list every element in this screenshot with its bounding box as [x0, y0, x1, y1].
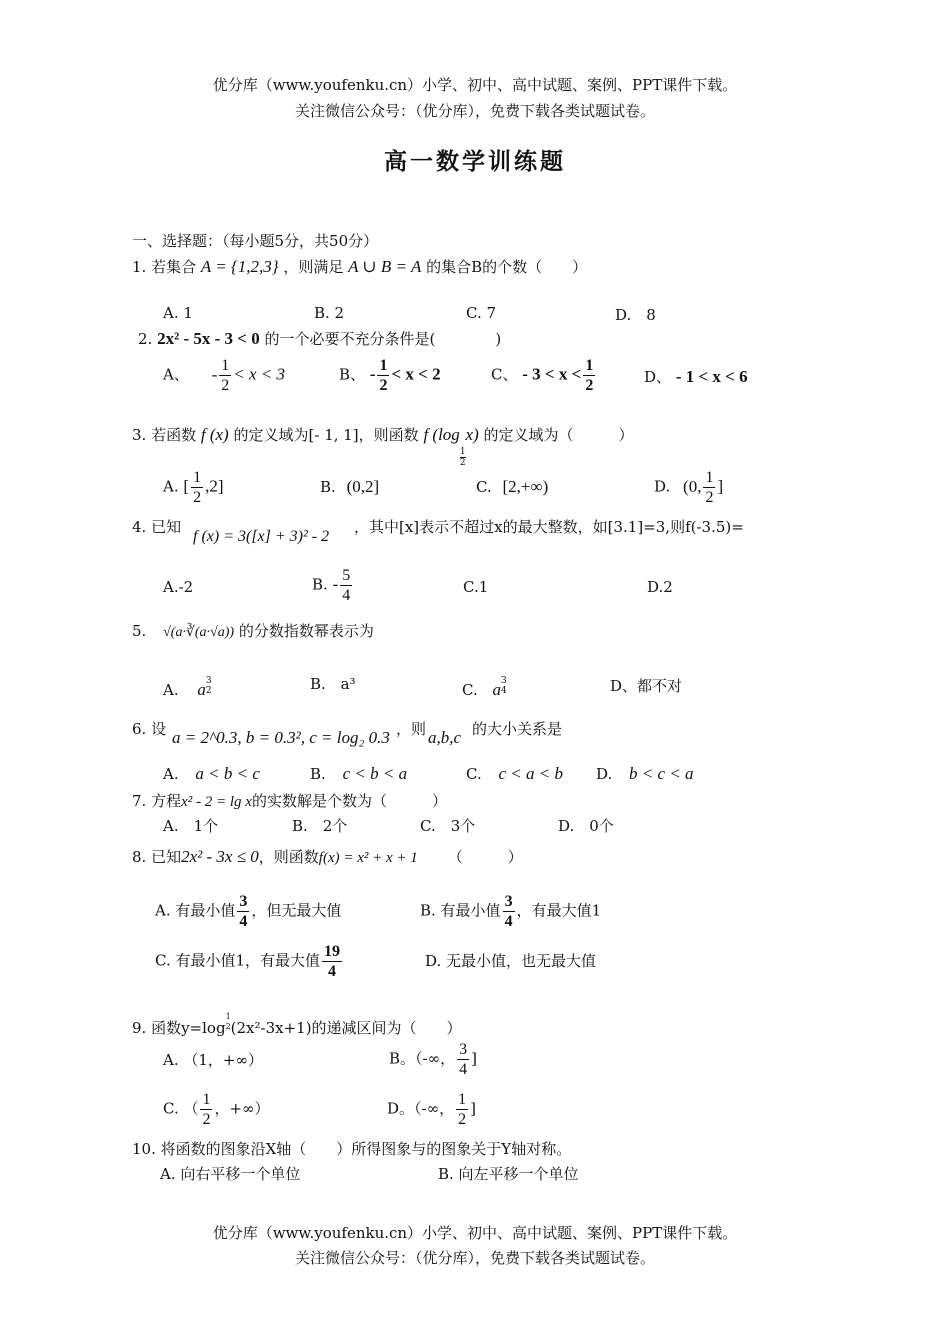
q8-pre: 8. 已知	[132, 848, 182, 866]
q3-mid: 的定义域为[- 1, 1]，则函数	[233, 426, 419, 444]
q3-d-num: 1	[705, 469, 714, 486]
q9-d-fraction	[456, 1090, 468, 1129]
q1-option-a: A. 1	[163, 304, 193, 322]
q5-expr: √(a·∛(a·√a))	[163, 625, 235, 640]
q3-a-pre: [	[183, 476, 190, 496]
q3-b-expr: (0,2]	[346, 477, 380, 496]
q4-post: ，其中[x]表示不超过x的最大整数，如[3.1]=3,则f(-3.5)=	[354, 518, 744, 536]
q9-log-base-num: 1	[225, 1012, 231, 1021]
q2-a-pre: -	[211, 364, 218, 384]
q8-mid: ，则函数	[258, 848, 319, 866]
q3-log-base-den: 2	[459, 458, 466, 468]
q8-b-den: 4	[504, 913, 513, 930]
q6-option-a	[163, 764, 260, 784]
q5-a-exp-num: 3	[205, 676, 212, 686]
q3-a-fraction	[191, 468, 203, 507]
q7-post: 的实数解是个数为（ ）	[251, 792, 447, 810]
q4-b-den: 4	[342, 587, 351, 604]
question-2	[138, 328, 501, 349]
q3-d-fraction	[703, 468, 715, 507]
q2-expr: 2x² - 5x - 3 < 0	[157, 329, 260, 348]
q2-b-label: B、	[339, 365, 366, 384]
q10-option-a: A. 向右平移一个单位	[160, 1165, 301, 1183]
q7-pre: 7. 方程	[132, 792, 182, 810]
q3-option-d	[654, 468, 723, 507]
q9-pre: 9. 函数y=log	[132, 1019, 226, 1037]
question-9	[132, 1012, 462, 1038]
q5-a-base: a	[197, 680, 206, 699]
question-8	[132, 846, 523, 867]
q3-b-label: B.	[320, 478, 336, 496]
q7-option-a: A. 1个	[163, 817, 219, 835]
q2-post: 的一个必要不充分条件是( )	[264, 330, 502, 348]
q6-option-d	[596, 764, 694, 784]
header-line-1: 优分库（www.youfenku.cn）小学、初中、高中试题、案例、PPT课件下载。	[212, 76, 738, 94]
q9-b-fraction	[457, 1040, 469, 1079]
q5-c-label: C.	[462, 681, 478, 699]
q3-f: f (x)	[200, 425, 229, 444]
q8-a-fraction	[237, 892, 249, 931]
q6-b-expr: c < b < a	[342, 764, 408, 783]
q4-pre: 4. 已知	[132, 518, 182, 536]
q2-a-den: 2	[221, 377, 230, 394]
q9-c-den: 2	[202, 1111, 211, 1128]
q9-c-num: 1	[202, 1091, 211, 1108]
question-1	[132, 256, 587, 277]
q2-b-fraction	[377, 356, 389, 395]
q5-option-a	[163, 676, 212, 700]
q3-d-den: 2	[705, 489, 714, 506]
q5-option-d: D、都不对	[610, 677, 683, 695]
q8-b-pre: B. 有最小值	[420, 901, 501, 920]
q6-a-expr: a < b < c	[195, 764, 260, 783]
q4-option-c: C.1	[463, 578, 489, 596]
q9-option-b	[389, 1040, 477, 1079]
q9-option-d	[387, 1090, 476, 1129]
q8-option-a	[155, 892, 341, 931]
q6-b-label: B.	[310, 765, 326, 783]
footer-line-2: 关注微信公众号：（优分库），免费下载各类试题试卷。	[294, 1249, 655, 1267]
q7-option-d: D. 0个	[558, 817, 614, 835]
q9-b-num: 3	[459, 1041, 468, 1058]
q8-a-den: 4	[239, 913, 248, 930]
q1-option-d: D. 8	[615, 306, 656, 324]
q5-option-c	[462, 676, 507, 700]
q2-b-pre: -	[369, 364, 376, 384]
q3-g-post: x)	[465, 425, 479, 444]
section-heading: 一、选择题：（每小题5分，共50分）	[132, 232, 379, 250]
q2-c-pre: - 3 < x <	[522, 364, 582, 384]
q2-option-b	[339, 356, 441, 395]
q1-cond: A ∪ B = A	[348, 257, 422, 276]
q2-c-label: C、	[491, 365, 518, 384]
q3-option-b	[320, 477, 379, 497]
q1-set: A = {1,2,3}	[200, 257, 279, 276]
q7-option-b: B. 2个	[292, 817, 348, 835]
q3-log-base-num: 1	[459, 447, 466, 457]
q9-option-a: A. （1，+∞）	[163, 1051, 263, 1069]
q2-option-d	[644, 366, 748, 387]
q6-c-expr: c < a < b	[498, 764, 563, 783]
q6-d-expr: b < c < a	[629, 764, 694, 783]
q3-post: 的定义域为（ ）	[483, 426, 634, 444]
q7-expr: x² - 2 = lg x	[181, 794, 252, 810]
q1-mid: ，则满足	[283, 258, 344, 276]
q2-b-post: < x < 2	[391, 364, 441, 384]
question-3	[132, 424, 634, 468]
q8-option-b	[420, 892, 601, 931]
q6-vars: a,b,c	[428, 728, 462, 747]
q1-option-c: C. 7	[466, 304, 497, 322]
q5-a-label: A.	[163, 681, 179, 699]
q8-b-post: ，有最大值1	[516, 901, 602, 920]
q9-b-den: 4	[459, 1061, 468, 1078]
q2-d-label: D、	[644, 368, 672, 386]
q3-a-label: A.	[163, 477, 179, 496]
q8-b-num: 3	[504, 893, 513, 910]
q3-c-label: C.	[476, 478, 492, 496]
q5-c-exp-num: 3	[501, 676, 507, 686]
q2-option-c	[491, 356, 597, 395]
q4-option-b	[312, 566, 354, 605]
q7-option-c: C. 3个	[420, 817, 476, 835]
q5-c-exponent	[501, 676, 507, 696]
q8-option-c	[155, 942, 344, 981]
q8-f: f(x) = x² + x + 1	[318, 850, 418, 866]
q2-c-den: 2	[585, 377, 594, 394]
q2-b-num: 1	[379, 357, 388, 374]
q5-num: 5.	[132, 622, 147, 640]
q8-c-pre: C. 有最小值1，有最大值	[155, 951, 321, 970]
q8-c-num: 19	[324, 943, 341, 960]
q2-a-num: 1	[221, 357, 230, 374]
q8-option-d: D. 无最小值，也无最大值	[425, 952, 597, 970]
q8-post: （ ）	[447, 848, 523, 866]
q6-option-b	[310, 764, 407, 784]
q9-d-num: 1	[458, 1091, 467, 1108]
q3-a-num: 1	[193, 469, 202, 486]
q8-a-pre: A. 有最小值	[155, 901, 236, 920]
q6-pre: 6. 设	[132, 720, 167, 738]
q5-post: 的分数指数幂表示为	[238, 622, 374, 640]
q6-post: 的大小关系是	[472, 720, 563, 738]
q2-d-expr: - 1 < x < 6	[675, 367, 748, 386]
q3-pre: 3. 若函数	[132, 426, 197, 444]
q6-option-c	[466, 764, 563, 784]
q4-b-pre: -	[332, 574, 339, 594]
q6-d-label: D.	[596, 765, 613, 783]
q8-a-post: ，但无最大值	[251, 901, 342, 920]
q9-d-post: ]	[470, 1099, 476, 1118]
q5-b-label: B.	[310, 675, 326, 693]
page-title: 高一数学训练题	[384, 148, 566, 175]
q8-cond: 2x² - 3x ≤ 0	[181, 847, 259, 866]
q2-c-num: 1	[585, 357, 594, 374]
q4-b-fraction	[340, 566, 352, 605]
q5-a-exponent	[206, 676, 212, 696]
q3-option-c	[476, 477, 548, 497]
q5-option-b	[310, 675, 356, 693]
q2-num: 2.	[138, 330, 153, 348]
footer-line-1: 优分库（www.youfenku.cn）小学、初中、高中试题、案例、PPT课件下载。	[212, 1224, 738, 1242]
q6-mid: ，则	[396, 720, 427, 738]
q2-a-label: A、	[163, 365, 189, 384]
q9-d-pre: D。（-∞，	[387, 1099, 455, 1118]
question-10: 10. 将函数的图象沿X轴（ ）所得图象与的图象关于Y轴对称。	[132, 1140, 572, 1158]
q5-c-base: a	[492, 680, 501, 699]
q3-a-den: 2	[193, 489, 202, 506]
q9-b-pre: B。（-∞，	[389, 1049, 456, 1068]
q9-c-pre: C. （	[163, 1099, 199, 1118]
q1-pre: 1. 若集合	[132, 258, 197, 276]
q4-expr: f (x) = 3([x] + 3)² - 2	[193, 528, 330, 545]
q3-a-post: ,2]	[205, 476, 224, 496]
q4-b-num: 5	[342, 567, 351, 584]
q9-b-post: ]	[471, 1049, 477, 1068]
q3-d-pre: (0,	[683, 476, 702, 496]
q9-d-den: 2	[458, 1111, 467, 1128]
q5-a-exp-den: 2	[205, 686, 212, 696]
q2-a-fraction	[219, 356, 231, 395]
q9-post: (2x²-3x+1)的递减区间为（ ）	[230, 1019, 462, 1037]
q3-option-a	[163, 468, 223, 507]
q4-option-d: D.2	[647, 578, 673, 596]
q6-a-label: A.	[163, 765, 179, 783]
q4-b-label: B.	[312, 575, 328, 594]
q6-expr: a = 2^0.3, b = 0.3², c = log₂ 0.3	[172, 728, 390, 747]
q8-a-num: 3	[239, 893, 248, 910]
question-7	[132, 790, 447, 811]
q9-c-fraction	[200, 1090, 212, 1129]
q5-c-exp-den: 4	[501, 686, 507, 696]
q9-option-c	[163, 1090, 270, 1129]
q9-log-base-den: 2	[225, 1022, 231, 1031]
q3-c-expr: [2,+∞)	[502, 477, 549, 496]
q8-c-fraction	[322, 942, 342, 981]
q3-g: f (log	[423, 425, 460, 444]
q1-option-b: B. 2	[314, 304, 345, 322]
q3-d-post: ]	[717, 476, 724, 496]
q2-a-post: < x < 3	[233, 364, 286, 384]
q3-d-label: D.	[654, 477, 671, 496]
q8-c-den: 4	[328, 963, 337, 980]
q3-log-base	[460, 447, 466, 468]
q5-b-expr: a³	[340, 675, 356, 693]
q8-b-fraction	[503, 892, 515, 931]
q2-c-fraction	[583, 356, 595, 395]
q1-post: 的集合B的个数（ ）	[426, 258, 588, 276]
q10-option-b: B. 向左平移一个单位	[438, 1165, 579, 1183]
q4-option-a: A.-2	[163, 578, 194, 596]
q6-c-label: C.	[466, 765, 482, 783]
q9-c-post: ，+∞）	[214, 1099, 270, 1118]
header-line-2: 关注微信公众号：（优分库），免费下载各类试题试卷。	[294, 102, 655, 120]
question-5	[132, 620, 374, 641]
q2-option-a	[163, 356, 285, 395]
q2-b-den: 2	[379, 377, 388, 394]
